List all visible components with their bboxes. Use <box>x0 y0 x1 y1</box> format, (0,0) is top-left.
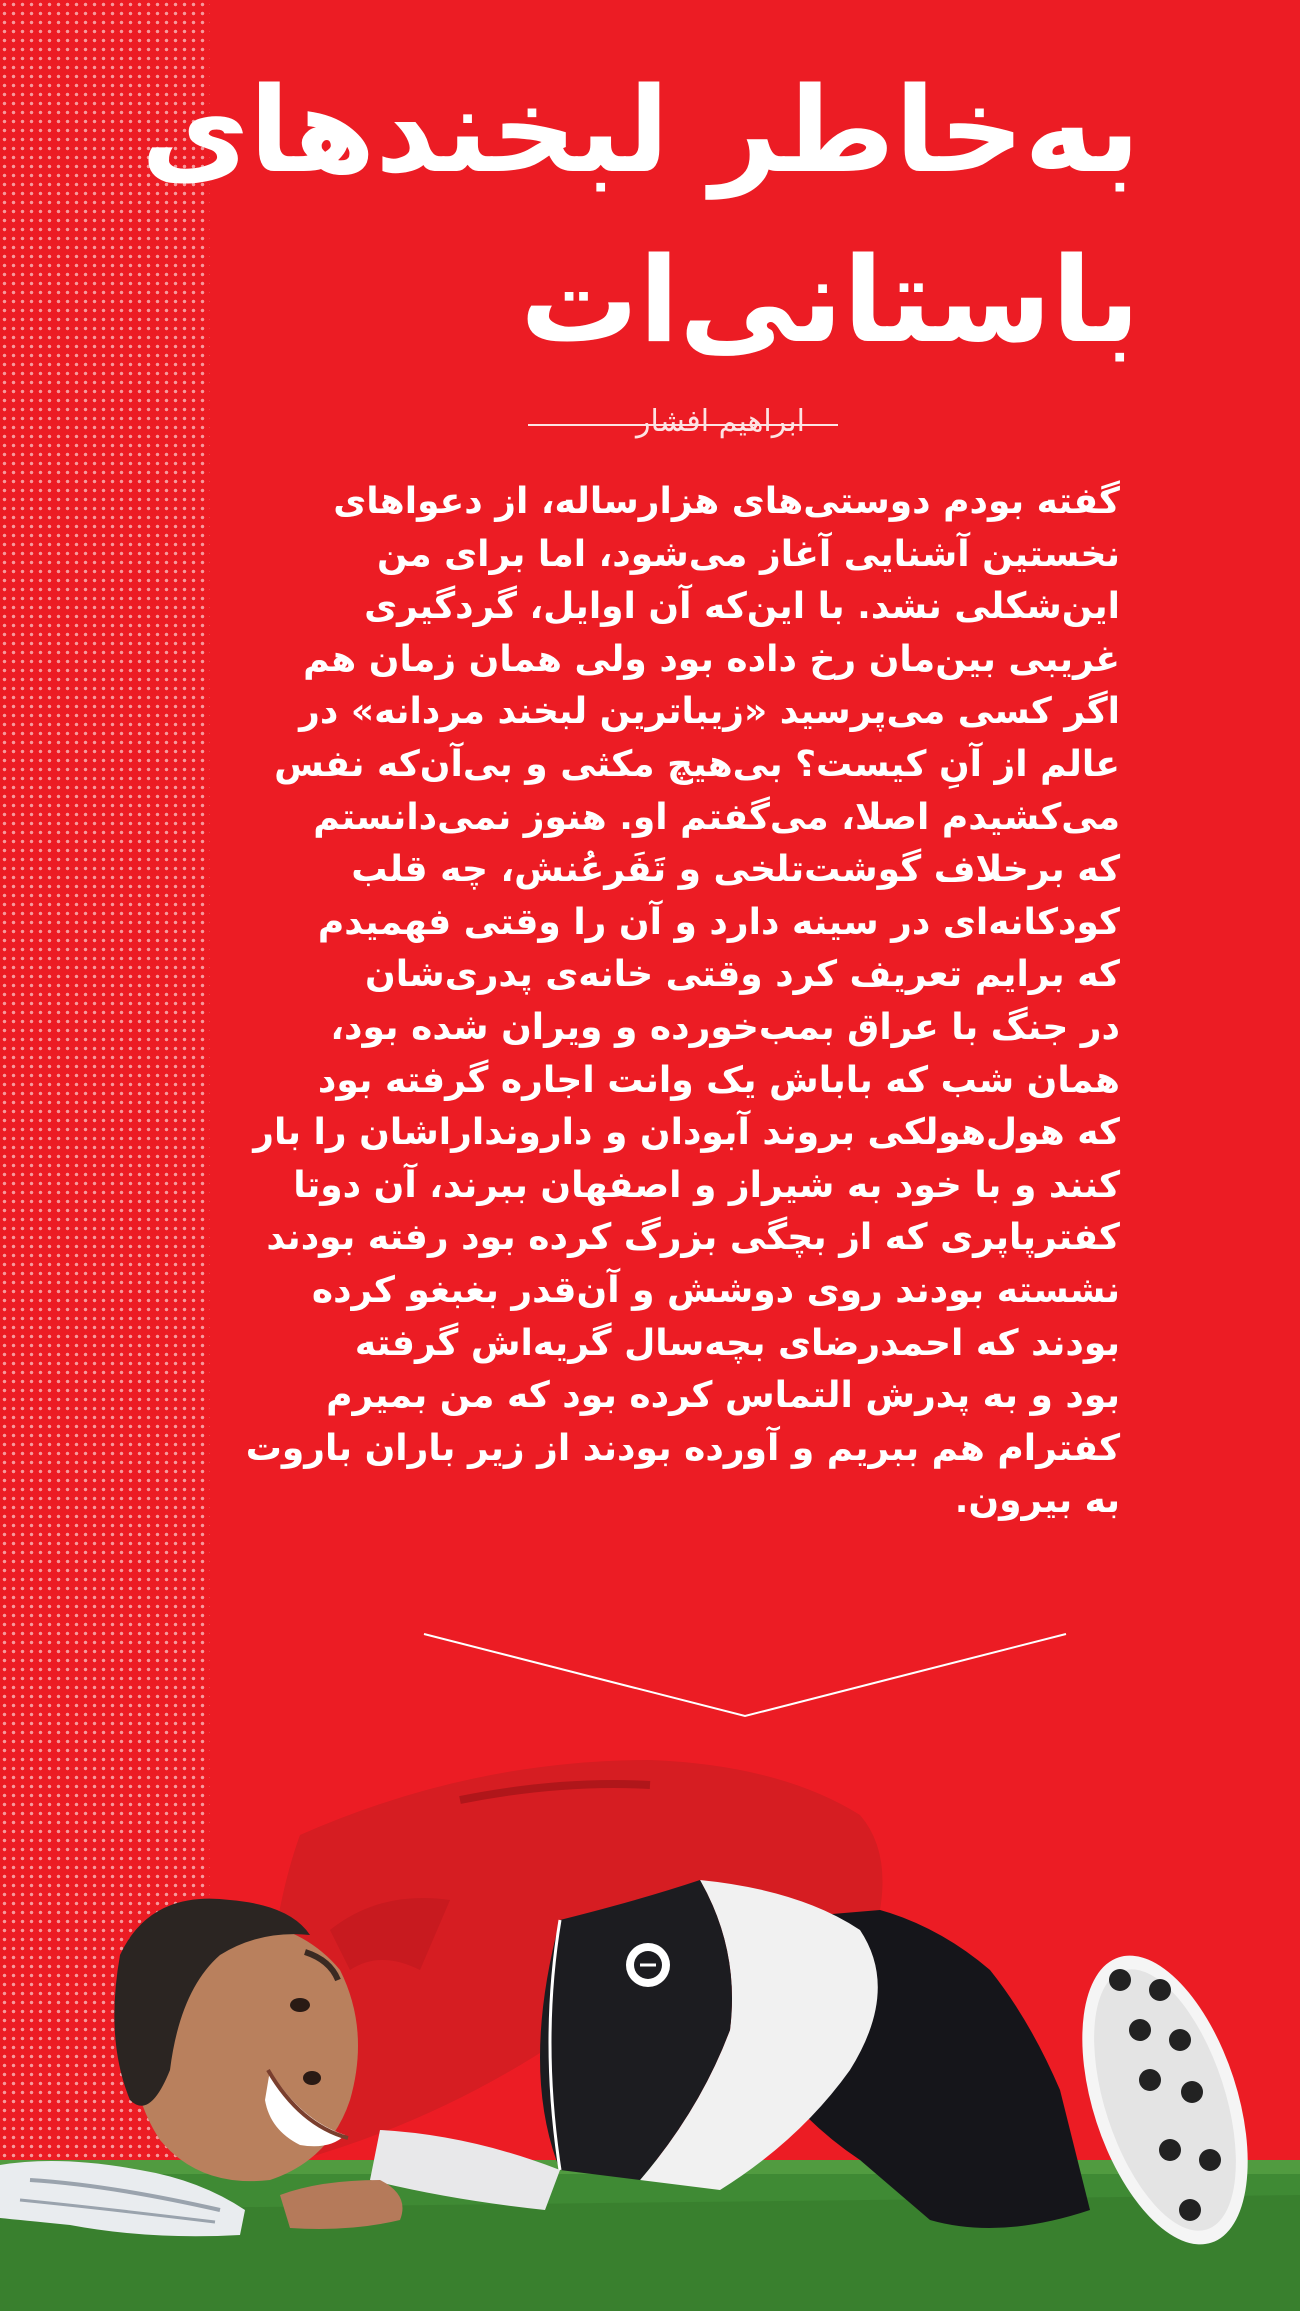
body-line: غریبی بین‌مان رخ داده بود ولی همان زمان هم <box>303 638 1120 680</box>
body-line: کودکانه‌ای در سینه دارد و آن را وقتی فهمیدم <box>317 901 1120 943</box>
article-body <box>245 476 1120 1528</box>
body-line: بودند که احمدرضای بچه‌سال گریه‌اش گرفته <box>354 1322 1120 1364</box>
body-line: کفترام هم ببریم و آورده بودند از زیر باران باروت <box>245 1427 1120 1469</box>
body-line: کفترپاپری که از بچگی بزرگ کرده بود رفته بودند <box>266 1217 1120 1259</box>
body-line: می‌کشیدم اصلا، می‌گفتم او. هنوز نمی‌دانستم <box>313 796 1120 838</box>
body-line: اگر کسی می‌پرسید «زیباترین لبخند مردانه» در <box>299 691 1120 733</box>
byline <box>300 400 805 450</box>
body-line: گفته بودم دوستی‌های هزارساله، از دعواهای <box>333 481 1120 522</box>
byline-divider <box>528 424 838 426</box>
body-line: که برخلاف گوشت‌تلخی و تَفَرعُنش، چه قلب <box>351 849 1120 891</box>
body-line: این‌شکلی نشد. با این‌که آن اوایل، گردگیری <box>364 586 1120 628</box>
headline-line-2: باستانی‌ات <box>520 231 1140 369</box>
body-line: که هول‌هولکی بروند آبودان و دارونداراشان را بار <box>253 1112 1120 1154</box>
chevron-divider-icon <box>420 1630 1070 1720</box>
headline-line-1: به‌خاطر لبخندهای <box>141 61 1140 199</box>
headline <box>141 45 1140 385</box>
goalkeeper-photo <box>0 1740 1300 2311</box>
body-line: نخستین آشنایی آغاز می‌شود، اما برای من <box>376 533 1120 575</box>
body-line: عالم از آنِ کیست؟ بی‌هیچ مکثی و بی‌آن‌که نفس <box>274 743 1120 785</box>
author-name: ابراهیم افشار <box>635 404 805 439</box>
body-line: کنند و با خود به شیراز و اصفهان ببرند، آن دوتا <box>293 1164 1120 1206</box>
body-line: که برایم تعریف کرد وقتی خانه‌ی پدری‌شان <box>365 954 1120 996</box>
body-line: همان شب که باباش یک وانت اجاره گرفته بود <box>317 1059 1120 1101</box>
body-line: به بیرون. <box>954 1480 1120 1522</box>
body-line: در جنگ با عراق بمب‌خورده و ویران شده بود، <box>330 1006 1120 1048</box>
body-line: بود و به پدرش التماس کرده بود که من بمیرم <box>326 1375 1120 1417</box>
body-line: نشسته بودند روی دوشش و آن‌قدر بغبغو کرده <box>311 1269 1120 1311</box>
